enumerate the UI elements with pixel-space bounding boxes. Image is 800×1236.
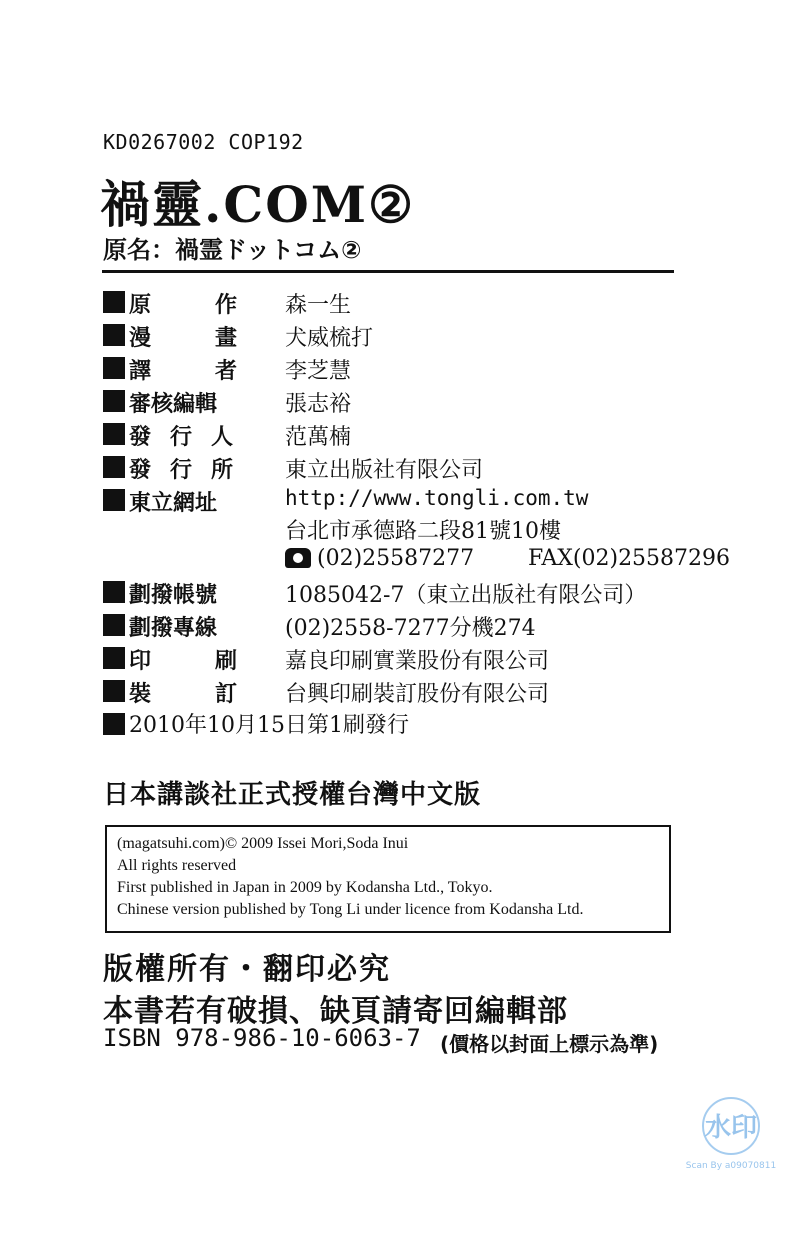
edition-date: 2010年10月15日第1刷發行 bbox=[129, 713, 409, 738]
watermark-credit: Scan By a09070811 bbox=[685, 1161, 777, 1171]
credit-label: 漫 畫 bbox=[129, 325, 237, 351]
credit-value: 張志裕 bbox=[285, 392, 352, 417]
bullet-square bbox=[103, 291, 125, 313]
bullet-square bbox=[103, 357, 125, 379]
credit-value: 李芝慧 bbox=[285, 359, 352, 384]
credit-label: 裝 訂 bbox=[129, 681, 237, 707]
credit-label: 審核編輯 bbox=[129, 391, 218, 417]
credit-value: 台興印刷裝訂股份有限公司 bbox=[285, 682, 550, 707]
credit-value: 1085042-7（東立出版社有限公司） bbox=[285, 583, 647, 608]
credit-value: 嘉良印刷實業股份有限公司 bbox=[285, 649, 550, 674]
price-note: (價格以封面上標示為準) bbox=[440, 1032, 659, 1056]
credit-label: 原 作 bbox=[129, 292, 237, 318]
bullet-square bbox=[103, 614, 125, 636]
website-link[interactable]: http://www.tongli.com.tw bbox=[285, 486, 589, 510]
book-title: 禍靈.COM② bbox=[100, 175, 415, 234]
scan-watermark bbox=[676, 1086, 786, 1226]
bullet-square bbox=[103, 390, 125, 412]
credit-label: 印 刷 bbox=[129, 648, 237, 674]
edition-line bbox=[103, 708, 409, 739]
credit-label: 東立網址 bbox=[129, 490, 218, 516]
credit-label: 譯 者 bbox=[129, 358, 237, 384]
bullet-square bbox=[103, 423, 125, 445]
telephone-icon bbox=[285, 548, 311, 568]
address-line: 台北市承德路二段81號10樓 bbox=[285, 519, 561, 544]
credit-label: 發 行 人 bbox=[129, 424, 233, 450]
credit-value: (02)2558-7277分機274 bbox=[285, 616, 536, 641]
bullet-square bbox=[103, 581, 125, 603]
original-title: 原名：禍霊ドットコム② bbox=[103, 236, 362, 264]
bullet-square bbox=[103, 324, 125, 346]
bullet-square bbox=[103, 489, 125, 511]
credit-value: 森一生 bbox=[285, 293, 352, 318]
title-divider bbox=[102, 270, 674, 273]
copyright-line: (magatsuhi.com)© 2009 Issei Mori,Soda Inui bbox=[117, 835, 409, 852]
copyright-line: All rights reserved bbox=[117, 857, 237, 874]
credit-value: 東立出版社有限公司 bbox=[285, 458, 484, 483]
copyright-line: Chinese version published by Tong Li under licence from Kodansha Ltd. bbox=[117, 901, 584, 918]
bullet-square bbox=[103, 456, 125, 478]
bullet-square bbox=[103, 713, 125, 735]
copyright-line: First published in Japan in 2009 by Kodansha Ltd., Tokyo. bbox=[117, 879, 493, 896]
copyright-box bbox=[105, 825, 671, 933]
rights-reserved: 版權所有・翻印必究 bbox=[103, 952, 391, 987]
phone-line bbox=[285, 546, 474, 571]
credit-value: 范萬楠 bbox=[285, 425, 352, 450]
credit-label: 劃撥帳號 bbox=[129, 582, 218, 608]
isbn: ISBN 978-986-10-6063-7 bbox=[103, 1024, 421, 1052]
product-code: KD0267002 COP192 bbox=[103, 130, 304, 154]
watermark-text: 水印 bbox=[704, 1113, 758, 1143]
bullet-square bbox=[103, 680, 125, 702]
credit-value: 犬威梳打 bbox=[285, 326, 374, 351]
phone-number: (02)25587277 bbox=[317, 546, 475, 571]
credit-label: 發 行 所 bbox=[129, 457, 233, 483]
fax-number: FAX(02)25587296 bbox=[528, 546, 731, 571]
license-notice: 日本講談社正式授權台灣中文版 bbox=[103, 780, 482, 810]
damage-notice: 本書若有破損、缺頁請寄回編輯部 bbox=[103, 994, 568, 1029]
credit-label: 劃撥專線 bbox=[129, 615, 218, 641]
bullet-square bbox=[103, 647, 125, 669]
